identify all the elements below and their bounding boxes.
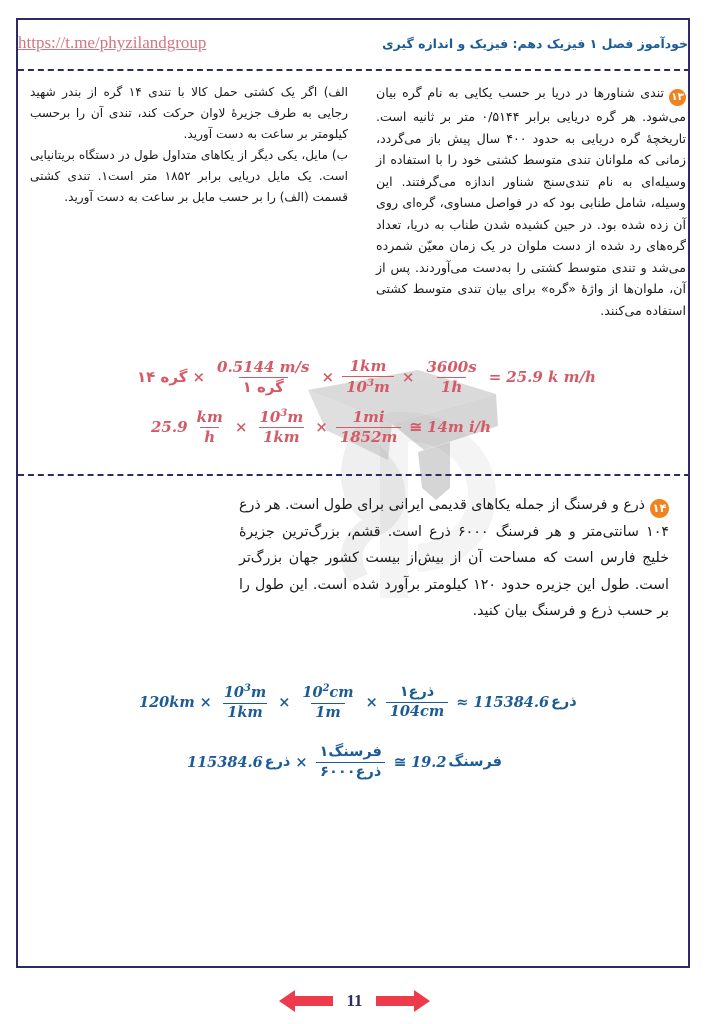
page-navigation bbox=[0, 988, 709, 1014]
formula-13a-f2-numerator: 1km bbox=[349, 357, 387, 375]
multiply-icon: × bbox=[401, 368, 415, 387]
formula-14b-lead: 115384.6 bbox=[187, 753, 263, 771]
formula-13b-lead: 25.9 bbox=[151, 418, 188, 437]
question-separator bbox=[18, 474, 690, 476]
formula-14a-f2-numerator bbox=[298, 683, 357, 703]
formula-14b-result: 19.2 bbox=[411, 753, 447, 771]
next-page-arrow-icon[interactable] bbox=[374, 988, 432, 1014]
formula-14a-f2-num-exponent: 2 bbox=[322, 683, 330, 694]
formula-13a-fraction-1 bbox=[213, 359, 313, 397]
question-14-number-badge: ۱۴ bbox=[650, 499, 669, 518]
formula-14a-f1-num-unit: m bbox=[250, 683, 267, 701]
formula-14a-f1-num-base: 10 bbox=[223, 683, 245, 701]
header-separator bbox=[18, 69, 690, 71]
formula-14a-fraction-2 bbox=[298, 683, 357, 721]
formula-13b-fraction-1 bbox=[255, 408, 307, 447]
question-13-part-b: ب) مایل، یکی دیگر از یکاهای متداول طول در دستگاه بریتانیایی است. یک مایل دریایی برابر ۱۸۵۲ متر است۱. تندی کشتی قسمت (الف) را بر حسب مایل بر ساعت به دست آورید. bbox=[30, 148, 349, 204]
header-title: خودآموز فصل ۱ فیزیک دهم: فیزیک و اندازه گیری bbox=[382, 35, 688, 51]
formula-zar-to-farsang bbox=[186, 744, 503, 780]
multiply-icon: × bbox=[365, 693, 378, 711]
formula-13b-result: 14m i/h bbox=[427, 418, 492, 437]
formula-13b-f0-numerator: km bbox=[196, 407, 223, 426]
previous-page-arrow-icon[interactable] bbox=[277, 988, 335, 1014]
formula-14b-result-unit: فرسنگ bbox=[448, 754, 502, 771]
formula-13a-f2-denominator bbox=[342, 376, 394, 396]
multiply-icon: × bbox=[192, 368, 206, 387]
multiply-icon: × bbox=[234, 418, 248, 437]
formula-14a-f1-num-exponent: 3 bbox=[244, 683, 251, 694]
question-13-block bbox=[18, 82, 690, 362]
question-14-statement-text: ذرع و فرسنگ از جمله یکاهای قدیمی ایرانی برای طول است. هر ذرع ۱۰۴ سانتی‌متر و هر فرسنگ ۶۰۰۰ ذرع است. قشم، بزرگ‌ترین جزیرهٔ خلیج فارس است که مساحت آن از بیش‌از بیست کشور جهان بزرگ‌تر است. طول این جزیره حدود ۱۲۰ کیلومتر برآورد شده است. این طول را بر حسب ذرع و فرسنگ بیان کنید. bbox=[239, 497, 669, 619]
formula-14a-fraction-3 bbox=[386, 684, 448, 720]
formula-13b-f1-denominator: 1km bbox=[259, 427, 304, 446]
question-14-statement-paragraph bbox=[239, 492, 669, 625]
telegram-link[interactable]: https://t.me/phyzilandgroup bbox=[18, 33, 207, 52]
formula-13b-f0-denominator: h bbox=[200, 427, 219, 446]
formula-13a-fraction-2 bbox=[342, 358, 394, 397]
formula-13b-f2-denominator: 1852m bbox=[336, 427, 402, 446]
formula-13a-f1-denominator: ۱ گره bbox=[239, 377, 288, 396]
page-number: 11 bbox=[346, 991, 363, 1010]
formula-13b-f1-num-exponent: 3 bbox=[280, 407, 288, 419]
question-13-statement-text: تندی شناورها در دریا بر حسب یکایی به نام گره بیان می‌شود. هر گره دریایی برابر ۰/۵۱۴۴ متر بر ثانیه است. تاریخچهٔ گره دریایی به حدود ۴۰۰ سال پیش باز می‌گردد، زمانی که ملوانان تندی متوسط کشتی خود را با استفاده از وسیله‌ای به نام تندی‌سنج شناور اندازه می‌گرفتند. این وسیله، شامل طنابی بود که در فواصل مساوی، گره‌ای روی آن زده شده بود. در حین کشیده شدن طناب به دریا، تعداد گره‌های رد شده از دست ملوان در یک زمان معیّن شمرده می‌شد و تندی متوسط کشتی را به‌دست می‌آوردند. پس از آن، ملوان‌ها از واژهٔ «گره» برای بیان تندی متوسط کشتی استفاده می‌کنند. bbox=[376, 85, 687, 318]
approx-equals-sign: ≅ bbox=[409, 418, 423, 437]
formula-14b-lead-unit: ذرع bbox=[264, 754, 291, 771]
formula-14a-lead: 120km bbox=[139, 693, 195, 711]
formula-13b-f1-num-unit: m bbox=[287, 408, 304, 426]
formula-14b-fraction-1 bbox=[316, 744, 386, 780]
formula-13a-f2-den-exponent: 3 bbox=[366, 377, 375, 390]
formula-14a-fraction-1 bbox=[220, 683, 270, 721]
formula-13a-f3-numerator: 3600s bbox=[426, 357, 477, 376]
formula-14b-f1-numerator: ۱فرسنگ bbox=[319, 744, 382, 760]
formula-14a-f2-num-unit: cm bbox=[329, 683, 354, 701]
formula-13b-fraction-2 bbox=[336, 409, 402, 447]
formula-14a-f1-denominator: 1km bbox=[223, 703, 266, 722]
approx-equals-sign: ≈ bbox=[456, 693, 469, 711]
formula-13a-f2-den-unit: m bbox=[374, 378, 390, 397]
multiply-icon: × bbox=[295, 753, 308, 771]
formula-14a-result-unit: ذرع bbox=[551, 694, 577, 711]
question-14-block bbox=[239, 492, 669, 625]
formula-14a-f2-denominator: 1m bbox=[311, 703, 344, 722]
formula-km-to-zar bbox=[138, 683, 578, 721]
question-13-statement-paragraph bbox=[376, 82, 686, 321]
approx-equals-sign: ≅ bbox=[393, 753, 407, 771]
formula-13a-f3-denominator: 1h bbox=[437, 377, 466, 396]
formula-13a-result: 25.9 k m/h bbox=[506, 368, 596, 387]
formula-13b-f1-num-base: 10 bbox=[259, 408, 281, 426]
formula-13b-f1-numerator bbox=[255, 408, 307, 427]
formula-14b-f1-denominator: ۶۰۰۰ذرع bbox=[316, 762, 385, 781]
question-13-statement-column bbox=[376, 82, 686, 321]
formula-13a-lead: ۱۴ گره bbox=[137, 368, 188, 387]
multiply-icon: × bbox=[321, 368, 335, 387]
formula-13b-f2-numerator: 1mi bbox=[352, 407, 385, 426]
formula-14a-f2-num-base: 10 bbox=[302, 683, 323, 701]
formula-13a-f2-den-base: 10 bbox=[346, 378, 367, 397]
question-13-number-badge: ۱۳ bbox=[669, 89, 686, 106]
question-13-part-a: الف) اگر یک کشتی حمل کالا با تندی ۱۴ گره از بندر شهید رجایی به طرف جزیرهٔ لاوان حرکت کند، تندی آن را برحسب کیلومتر بر ساعت به دست آورید. bbox=[30, 85, 348, 141]
formula-14a-f3-denominator: 104cm bbox=[386, 702, 448, 721]
formula-13b-fraction-0 bbox=[193, 409, 227, 447]
formula-14a-f3-numerator: ۱ذرع bbox=[399, 683, 435, 700]
multiply-icon: × bbox=[278, 693, 291, 711]
formula-knots-to-kmh bbox=[136, 358, 597, 397]
page-header bbox=[18, 26, 688, 60]
multiply-icon: × bbox=[315, 418, 328, 437]
formula-13a-f1-numerator: 0.5144 m/s bbox=[217, 357, 310, 376]
formula-14a-result: 115384.6 bbox=[473, 693, 550, 711]
formula-13a-fraction-3 bbox=[422, 359, 480, 397]
formula-kmh-to-mph bbox=[150, 408, 492, 447]
question-13-parts-column bbox=[30, 82, 348, 208]
equals-sign: = bbox=[488, 368, 502, 387]
multiply-icon: × bbox=[199, 693, 212, 711]
formula-14a-f1-numerator bbox=[220, 683, 270, 703]
